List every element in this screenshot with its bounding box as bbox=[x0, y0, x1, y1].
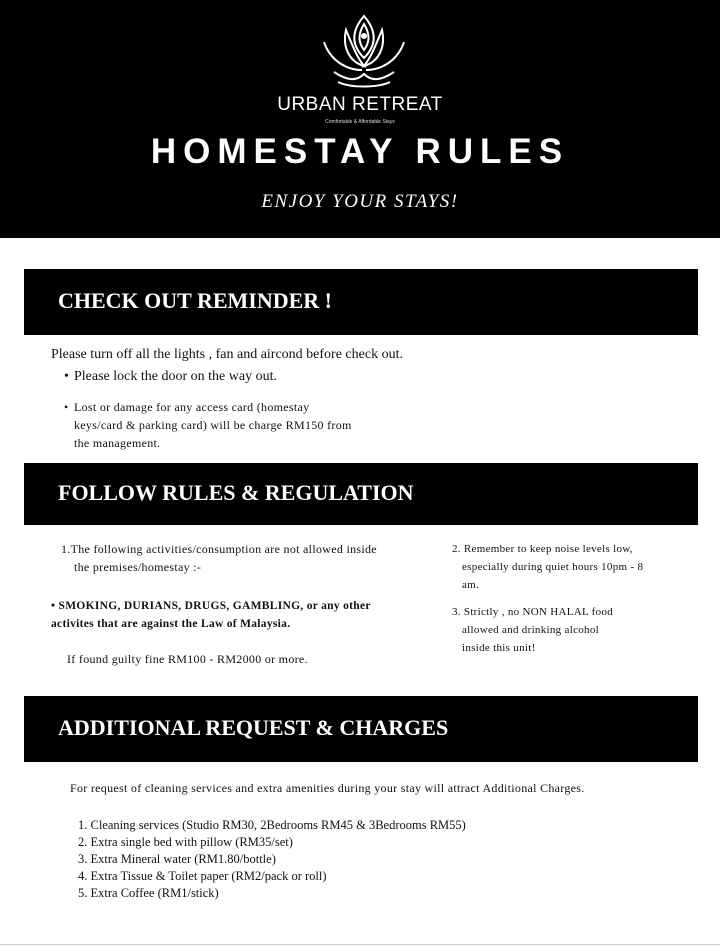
checkout-bullet-card bbox=[64, 398, 352, 452]
lotus-logo-icon bbox=[316, 10, 412, 94]
section-rules-title: FOLLOW RULES & REGULATION bbox=[58, 480, 414, 505]
list-item: 5. Extra Coffee (RM1/stick) bbox=[78, 886, 219, 900]
list-item: 2. Extra single bed with pillow (RM35/set) bbox=[78, 835, 293, 849]
bullet-icon: • bbox=[64, 369, 69, 384]
bullet-icon: • bbox=[64, 400, 69, 414]
section-charges-title: ADDITIONAL REQUEST & CHARGES bbox=[58, 715, 449, 740]
list-item: 3. Extra Mineral water (RM1.80/bottle) bbox=[78, 852, 276, 866]
list-item: 4. Extra Tissue & Toilet paper (RM2/pack or roll) bbox=[78, 869, 327, 883]
page-subtitle: ENJOY YOUR STAYS! bbox=[261, 191, 459, 212]
rule-item-1-line: 1.The following activities/consumption are not allowed inside bbox=[61, 542, 377, 556]
rule-item-2-line: especially during quiet hours 10pm - 8 bbox=[462, 561, 644, 573]
checkout-card-line: the management. bbox=[74, 436, 161, 450]
section-charges-header bbox=[24, 696, 698, 762]
section-rules-header bbox=[24, 463, 698, 525]
rule-item-3-line: inside this unit! bbox=[462, 642, 536, 654]
rule-item-2 bbox=[452, 540, 643, 594]
checkout-line: Please turn off all the lights , fan and aircond before check out. bbox=[51, 347, 403, 362]
rule-item-3-line: 3. Strictly , no NON HALAL food bbox=[452, 606, 614, 618]
rule-item-2-line: 2. Remember to keep noise levels low, bbox=[452, 543, 633, 555]
rule-item-1-line: the premises/homestay :- bbox=[74, 560, 202, 574]
rule-fine: If found guilty fine RM100 - RM2000 or more. bbox=[67, 652, 308, 666]
divider bbox=[0, 944, 720, 945]
rule-prohibited-line: activites that are against the Law of Malaysia. bbox=[51, 618, 291, 630]
rule-item-3 bbox=[452, 603, 613, 657]
checkout-card-line: Lost or damage for any access card (homestay bbox=[74, 400, 310, 414]
header-banner bbox=[0, 0, 720, 238]
section-checkout-title: CHECK OUT REMINDER ! bbox=[58, 288, 333, 313]
rule-prohibited bbox=[51, 597, 371, 633]
charges-intro: For request of cleaning services and extra amenities during your stay will attract Additional Charges. bbox=[70, 781, 585, 795]
brand-tagline: Comfortable & Affordable Stays bbox=[325, 119, 395, 125]
rule-item-3-line: allowed and drinking alcohol bbox=[462, 624, 600, 636]
rule-item-2-line: am. bbox=[462, 579, 480, 591]
list-item: 1. Cleaning services (Studio RM30, 2Bedrooms RM45 & 3Bedrooms RM55) bbox=[78, 818, 466, 832]
brand-name: URBAN RETREAT bbox=[277, 94, 443, 115]
section-checkout-header bbox=[24, 269, 698, 335]
rule-item-1 bbox=[61, 540, 377, 576]
checkout-bullet-lock bbox=[64, 366, 277, 388]
page-title: HOMESTAY RULES bbox=[150, 132, 570, 171]
charges-list bbox=[78, 817, 466, 902]
rule-prohibited-line: • SMOKING, DURIANS, DRUGS, GAMBLING, or any other bbox=[51, 600, 371, 612]
checkout-card-line: keys/card & parking card) will be charge RM150 from bbox=[74, 418, 352, 432]
checkout-bullet-lock-text: Please lock the door on the way out. bbox=[74, 369, 277, 384]
